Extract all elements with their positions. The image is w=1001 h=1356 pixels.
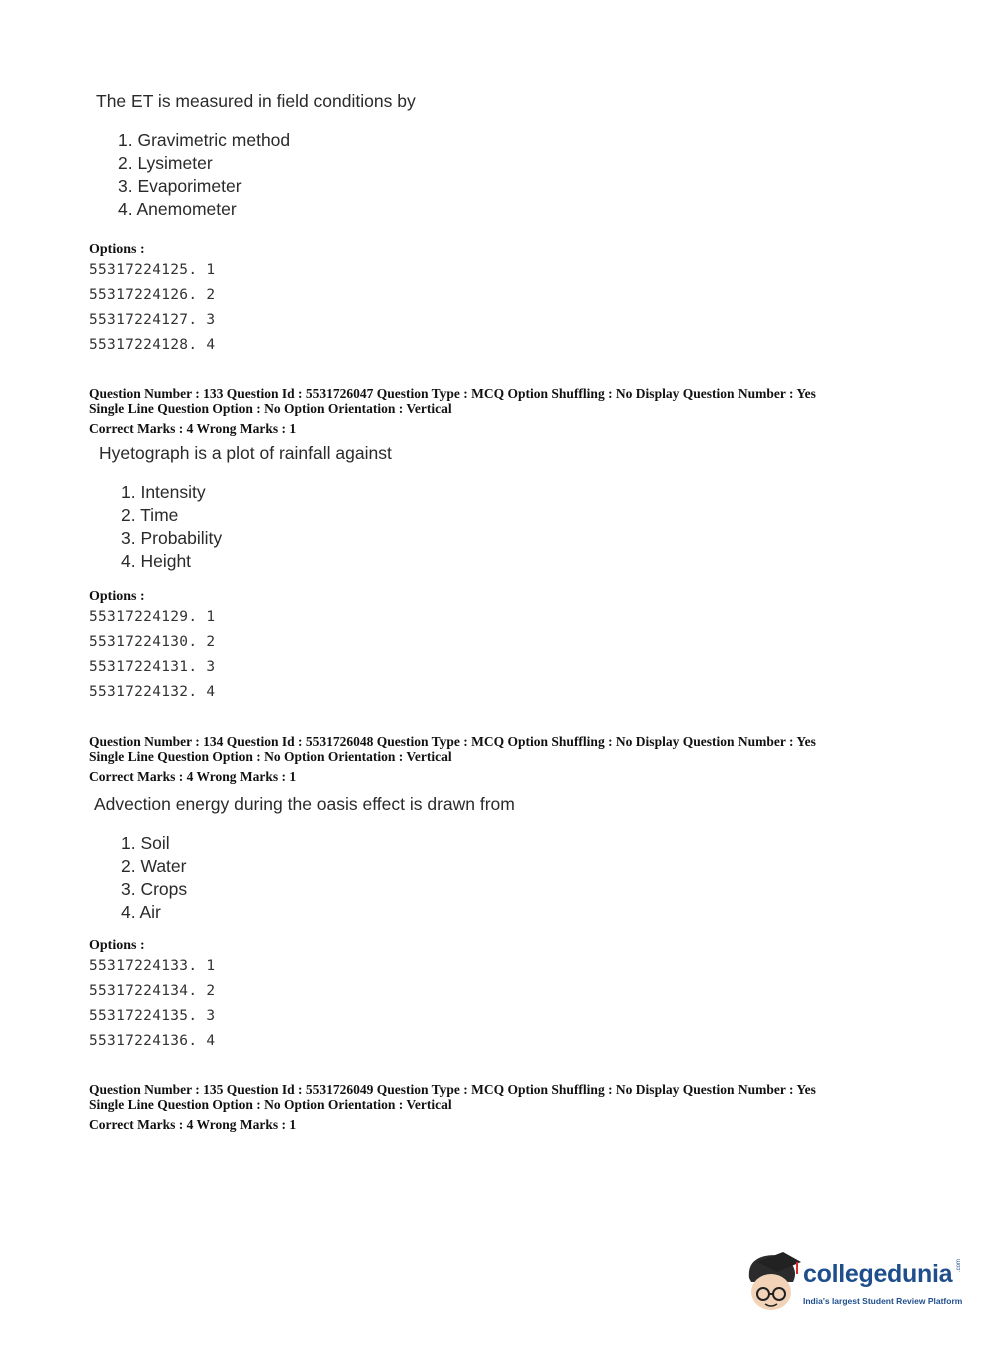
option-item: 55317224130. 2 bbox=[89, 634, 216, 650]
options-label: Options : bbox=[89, 938, 145, 953]
question-item: 2. Time bbox=[121, 505, 179, 525]
question-stem: Advection energy during the oasis effect is drawn from bbox=[94, 794, 515, 814]
question-meta: Single Line Question Option : No Option Orientation : Vertical bbox=[89, 1097, 452, 1112]
question-item: 3. Evaporimeter bbox=[118, 176, 242, 196]
question-stem: Hyetograph is a plot of rainfall against bbox=[99, 443, 392, 463]
question-meta: Single Line Question Option : No Option Orientation : Vertical bbox=[89, 749, 452, 764]
question-meta: Single Line Question Option : No Option Orientation : Vertical bbox=[89, 401, 452, 416]
option-item: 55317224128. 4 bbox=[89, 337, 216, 353]
question-item: 4. Anemometer bbox=[118, 199, 237, 219]
question-item: 3. Probability bbox=[121, 528, 223, 548]
mascot-icon bbox=[743, 1248, 803, 1318]
option-item: 55317224136. 4 bbox=[89, 1033, 216, 1049]
question-marks: Correct Marks : 4 Wrong Marks : 1 bbox=[89, 1117, 297, 1132]
question-item: 1. Soil bbox=[121, 833, 170, 853]
options-label: Options : bbox=[89, 242, 145, 257]
question-meta: Question Number : 134 Question Id : 5531726048 Question Type : MCQ Option Shuffling : No Display Question Number : Yes bbox=[89, 734, 816, 749]
option-item: 55317224132. 4 bbox=[89, 684, 216, 700]
option-item: 55317224129. 1 bbox=[89, 609, 216, 625]
option-item: 55317224135. 3 bbox=[89, 1008, 216, 1024]
question-stem: The ET is measured in field conditions by bbox=[96, 91, 416, 111]
logo-wordmark: collegedunia bbox=[803, 1260, 953, 1288]
question-item: 2. Water bbox=[121, 856, 187, 876]
option-item: 55317224131. 3 bbox=[89, 659, 216, 675]
question-item: 3. Crops bbox=[121, 879, 188, 899]
question-item: 1. Gravimetric method bbox=[118, 130, 291, 150]
logo-domain-suffix: .com bbox=[956, 1258, 962, 1272]
collegedunia-logo bbox=[743, 1248, 973, 1318]
option-item: 55317224125. 1 bbox=[89, 262, 216, 278]
option-item: 55317224126. 2 bbox=[89, 287, 216, 303]
question-item: 1. Intensity bbox=[121, 482, 206, 502]
options-label: Options : bbox=[89, 589, 145, 604]
question-marks: Correct Marks : 4 Wrong Marks : 1 bbox=[89, 421, 297, 436]
question-item: 2. Lysimeter bbox=[118, 153, 213, 173]
option-item: 55317224133. 1 bbox=[89, 958, 216, 974]
option-item: 55317224134. 2 bbox=[89, 983, 216, 999]
question-item: 4. Height bbox=[121, 551, 192, 571]
logo-tagline: India's largest Student Review Platform bbox=[803, 1296, 963, 1306]
question-marks: Correct Marks : 4 Wrong Marks : 1 bbox=[89, 769, 297, 784]
question-meta: Question Number : 135 Question Id : 5531726049 Question Type : MCQ Option Shuffling : No Display Question Number : Yes bbox=[89, 1082, 816, 1097]
question-meta: Question Number : 133 Question Id : 5531726047 Question Type : MCQ Option Shuffling : No Display Question Number : Yes bbox=[89, 386, 816, 401]
question-item: 4. Air bbox=[121, 902, 161, 922]
option-item: 55317224127. 3 bbox=[89, 312, 216, 328]
